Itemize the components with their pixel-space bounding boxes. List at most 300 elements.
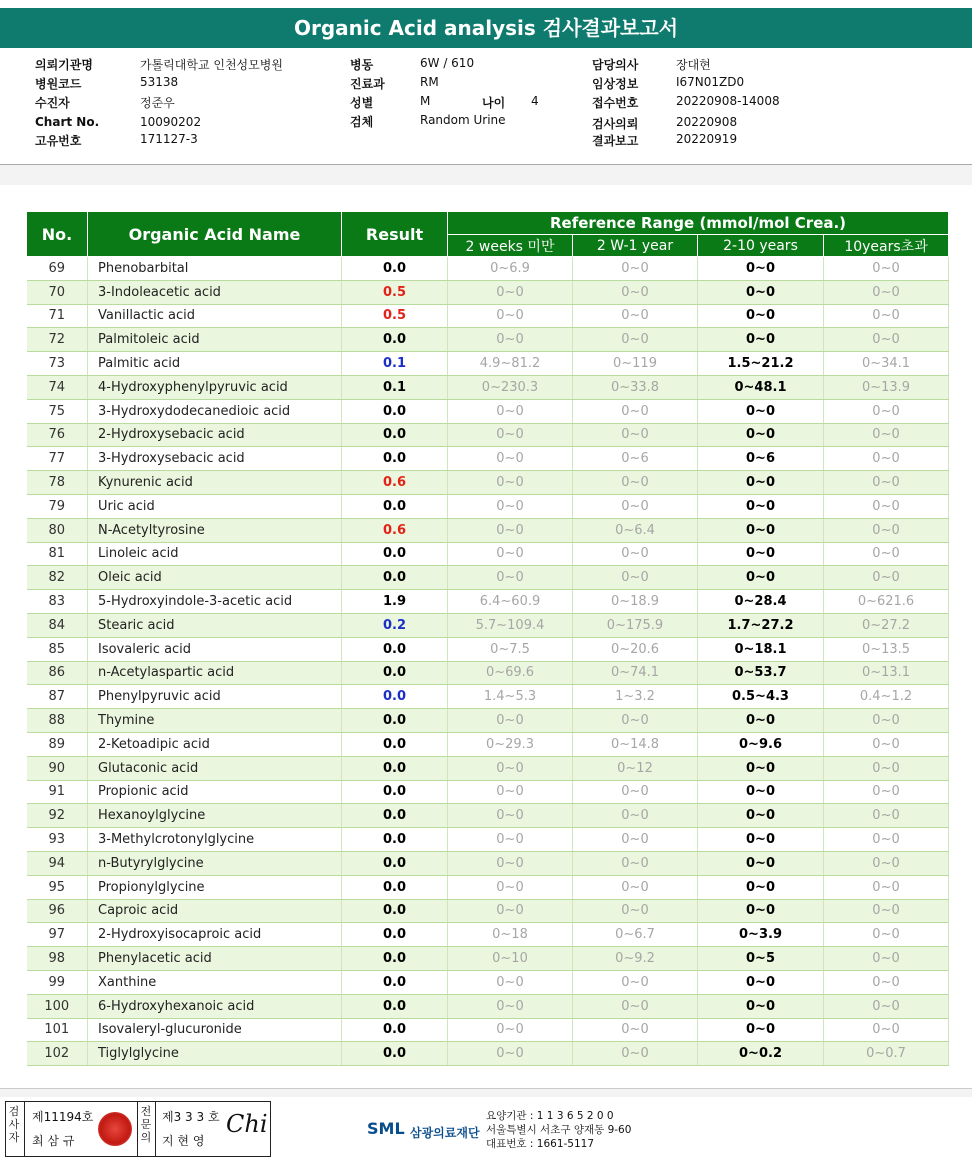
value-report-date: 20220919 (676, 132, 738, 146)
label-ward: 병동 (350, 58, 374, 72)
range-10y-plus: 0~0 (824, 494, 949, 518)
range-10y-plus: 0~0 (824, 899, 949, 923)
acid-name: 3-Methylcrotonylglycine (88, 828, 342, 852)
acid-name: 3-Hydroxydodecanedioic acid (88, 399, 342, 423)
row-number: 78 (27, 471, 88, 495)
acid-name: Caproic acid (88, 899, 342, 923)
acid-name: 2-Ketoadipic acid (88, 732, 342, 756)
row-number: 99 (27, 970, 88, 994)
range-2w-1y: 0~0 (573, 970, 698, 994)
row-number: 81 (27, 542, 88, 566)
range-2w-1y: 0~0 (573, 1042, 698, 1066)
label-request-date: 검사의뢰 (592, 117, 639, 131)
range-10y-plus: 0~0 (824, 994, 949, 1018)
acid-name: 2-Hydroxyisocaproic acid (88, 923, 342, 947)
range-2w-1y: 0~0 (573, 257, 698, 281)
table-row (27, 732, 949, 756)
range-10y-plus: 0~0 (824, 304, 949, 328)
range-2weeks: 0~6.9 (448, 257, 573, 281)
signer1-license: 제11194호 (32, 1110, 94, 1124)
range-2w-1y: 0~33.8 (573, 375, 698, 399)
table-row (27, 851, 949, 875)
signer1-role: 검사자 (8, 1105, 20, 1144)
result-value: 0.0 (342, 756, 448, 780)
value-unique-no: 171127-3 (140, 132, 198, 146)
range-2weeks: 0~0 (448, 280, 573, 304)
acid-name: n-Butyrylglycine (88, 851, 342, 875)
label-chart-no: Chart No. (35, 115, 100, 129)
table-row (27, 780, 949, 804)
row-number: 93 (27, 828, 88, 852)
header-range-2weeks: 2 weeks 미만 (448, 235, 573, 257)
row-number: 69 (27, 257, 88, 281)
row-number: 100 (27, 994, 88, 1018)
acid-name: Stearic acid (88, 613, 342, 637)
value-patient: 정준우 (140, 96, 175, 110)
range-10y-plus: 0~34.1 (824, 352, 949, 376)
range-10y-plus: 0~0.7 (824, 1042, 949, 1066)
range-2weeks: 0~0 (448, 447, 573, 471)
label-department: 진료과 (350, 77, 385, 91)
header-range-2-10y: 2-10 years (698, 235, 824, 257)
range-10y-plus: 0~0 (824, 756, 949, 780)
range-2-10y: 0~3.9 (698, 923, 824, 947)
range-2w-1y: 0~74.1 (573, 661, 698, 685)
acid-name: 2-Hydroxysebacic acid (88, 423, 342, 447)
report-title: Organic Acid analysis 검사결과보고서 (0, 8, 972, 48)
row-number: 84 (27, 613, 88, 637)
value-specimen: Random Urine (420, 113, 506, 127)
range-2w-1y: 0~0 (573, 399, 698, 423)
range-10y-plus: 0~0 (824, 947, 949, 971)
acid-name: 6-Hydroxyhexanoic acid (88, 994, 342, 1018)
table-row (27, 494, 949, 518)
row-number: 71 (27, 304, 88, 328)
range-2w-1y: 0~6.4 (573, 518, 698, 542)
row-number: 102 (27, 1042, 88, 1066)
range-2weeks: 0~0 (448, 994, 573, 1018)
row-number: 97 (27, 923, 88, 947)
label-clinical-info: 임상정보 (592, 77, 639, 91)
range-2-10y: 0~0 (698, 304, 824, 328)
acid-name: Propionic acid (88, 780, 342, 804)
row-number: 96 (27, 899, 88, 923)
range-2weeks: 0~0 (448, 828, 573, 852)
range-10y-plus: 0~0 (824, 447, 949, 471)
range-2-10y: 0~0 (698, 542, 824, 566)
range-2weeks: 0~0 (448, 1042, 573, 1066)
table-row (27, 304, 949, 328)
patient-info (0, 50, 972, 165)
range-10y-plus: 0~0 (824, 280, 949, 304)
range-10y-plus: 0~0 (824, 851, 949, 875)
acid-name: Isovaleryl-glucuronide (88, 1018, 342, 1042)
range-10y-plus: 0.4~1.2 (824, 685, 949, 709)
row-number: 91 (27, 780, 88, 804)
range-2weeks: 0~0 (448, 709, 573, 733)
result-value: 0.0 (342, 851, 448, 875)
range-2w-1y: 0~12 (573, 756, 698, 780)
result-value: 0.0 (342, 875, 448, 899)
result-value: 0.6 (342, 518, 448, 542)
row-number: 82 (27, 566, 88, 590)
signer1-name: 최 삼 규 (32, 1134, 75, 1148)
acid-name: Uric acid (88, 494, 342, 518)
table-row (27, 661, 949, 685)
range-2w-1y: 0~0 (573, 994, 698, 1018)
table-row (27, 423, 949, 447)
range-10y-plus: 0~0 (824, 709, 949, 733)
signature-box (5, 1101, 271, 1157)
result-value: 0.5 (342, 304, 448, 328)
table-row (27, 804, 949, 828)
range-2w-1y: 0~175.9 (573, 613, 698, 637)
range-10y-plus: 0~0 (824, 804, 949, 828)
range-2w-1y: 0~0 (573, 494, 698, 518)
label-age: 나이 (482, 96, 506, 110)
range-2weeks: 0~0 (448, 1018, 573, 1042)
table-row (27, 923, 949, 947)
result-value: 0.0 (342, 1042, 448, 1066)
result-value: 0.1 (342, 375, 448, 399)
acid-name: N-Acetyltyrosine (88, 518, 342, 542)
range-2-10y: 1.7~27.2 (698, 613, 824, 637)
range-2-10y: 0~5 (698, 947, 824, 971)
range-2weeks: 0~0 (448, 542, 573, 566)
range-2w-1y: 0~0 (573, 471, 698, 495)
range-2w-1y: 0~0 (573, 1018, 698, 1042)
table-row (27, 280, 949, 304)
header-reference-range: Reference Range (mmol/mol Crea.) (448, 212, 949, 235)
range-10y-plus: 0~0 (824, 328, 949, 352)
result-value: 0.0 (342, 257, 448, 281)
range-2w-1y: 0~0 (573, 780, 698, 804)
acid-name: Palmitic acid (88, 352, 342, 376)
table-row (27, 566, 949, 590)
range-2w-1y: 0~18.9 (573, 590, 698, 614)
acid-name: Tiglylglycine (88, 1042, 342, 1066)
acid-name: Thymine (88, 709, 342, 733)
result-value: 0.0 (342, 447, 448, 471)
acid-name: 3-Hydroxysebacic acid (88, 447, 342, 471)
row-number: 86 (27, 661, 88, 685)
range-2weeks: 0~0 (448, 494, 573, 518)
result-value: 0.1 (342, 352, 448, 376)
lab-phone: 대표번호 : 1661-5117 (486, 1138, 595, 1150)
row-number: 75 (27, 399, 88, 423)
range-10y-plus: 0~13.1 (824, 661, 949, 685)
acid-name: 3-Indoleacetic acid (88, 280, 342, 304)
report-footer (0, 1088, 972, 1166)
row-number: 90 (27, 756, 88, 780)
acid-name: Propionylglycine (88, 875, 342, 899)
row-number: 73 (27, 352, 88, 376)
table-row (27, 685, 949, 709)
table-row (27, 756, 949, 780)
range-2weeks: 0~0 (448, 423, 573, 447)
acid-name: Oleic acid (88, 566, 342, 590)
range-2weeks: 0~0 (448, 970, 573, 994)
range-10y-plus: 0~621.6 (824, 590, 949, 614)
row-number: 70 (27, 280, 88, 304)
range-2-10y: 0~0 (698, 471, 824, 495)
table-row (27, 542, 949, 566)
acid-name: 5-Hydroxyindole-3-acetic acid (88, 590, 342, 614)
result-value: 0.0 (342, 732, 448, 756)
range-2weeks: 0~0 (448, 328, 573, 352)
label-patient: 수진자 (35, 96, 70, 110)
acid-name: Phenobarbital (88, 257, 342, 281)
table-row (27, 875, 949, 899)
lab-contact (486, 1109, 631, 1151)
table-row (27, 899, 949, 923)
value-age: 4 (531, 94, 539, 108)
acid-name: n-Acetylaspartic acid (88, 661, 342, 685)
label-hospital-code: 병원코드 (35, 77, 82, 91)
foundation-name: 삼광의료재단 (410, 1126, 480, 1140)
range-2weeks: 0~0 (448, 471, 573, 495)
row-number: 95 (27, 875, 88, 899)
range-2-10y: 0~0 (698, 257, 824, 281)
value-chart-no: 10090202 (140, 115, 202, 129)
row-number: 80 (27, 518, 88, 542)
range-2weeks: 0~0 (448, 780, 573, 804)
range-10y-plus: 0~0 (824, 875, 949, 899)
result-value: 0.0 (342, 423, 448, 447)
table-row (27, 518, 949, 542)
range-2w-1y: 0~0 (573, 875, 698, 899)
range-2-10y: 0~0 (698, 328, 824, 352)
result-value: 0.6 (342, 471, 448, 495)
results-table (26, 211, 949, 1066)
value-ward: 6W / 610 (420, 56, 475, 70)
signature: Chi (226, 1110, 268, 1138)
range-2weeks: 5.7~109.4 (448, 613, 573, 637)
table-row (27, 1018, 949, 1042)
range-10y-plus: 0~13.9 (824, 375, 949, 399)
range-2-10y: 0~18.1 (698, 637, 824, 661)
value-department: RM (420, 75, 439, 89)
range-2weeks: 0~0 (448, 518, 573, 542)
acid-name: Palmitoleic acid (88, 328, 342, 352)
range-2weeks: 0~0 (448, 399, 573, 423)
row-number: 92 (27, 804, 88, 828)
table-row (27, 994, 949, 1018)
table-row (27, 352, 949, 376)
row-number: 87 (27, 685, 88, 709)
range-2weeks: 0~0 (448, 851, 573, 875)
range-2weeks: 0~0 (448, 804, 573, 828)
range-2w-1y: 0~0 (573, 304, 698, 328)
result-value: 0.0 (342, 637, 448, 661)
range-10y-plus: 0~0 (824, 732, 949, 756)
range-2weeks: 0~0 (448, 756, 573, 780)
header-result: Result (342, 212, 448, 257)
range-10y-plus: 0~0 (824, 542, 949, 566)
table-row (27, 947, 949, 971)
result-value: 0.0 (342, 566, 448, 590)
sml-logo: SML (367, 1119, 405, 1138)
range-2-10y: 0~0 (698, 804, 824, 828)
range-2-10y: 0~0 (698, 994, 824, 1018)
signer2-license: 제3 3 3 호 (162, 1110, 220, 1124)
row-number: 74 (27, 375, 88, 399)
range-2w-1y: 0~6 (573, 447, 698, 471)
range-2w-1y: 1~3.2 (573, 685, 698, 709)
range-2weeks: 1.4~5.3 (448, 685, 573, 709)
range-2-10y: 0~0 (698, 709, 824, 733)
range-2-10y: 0~0 (698, 399, 824, 423)
range-2-10y: 0~0 (698, 851, 824, 875)
range-2-10y: 0~0 (698, 423, 824, 447)
range-2w-1y: 0~0 (573, 804, 698, 828)
table-row (27, 399, 949, 423)
range-10y-plus: 0~0 (824, 828, 949, 852)
table-row (27, 328, 949, 352)
acid-name: Isovaleric acid (88, 637, 342, 661)
row-number: 94 (27, 851, 88, 875)
table-row (27, 471, 949, 495)
range-2w-1y: 0~14.8 (573, 732, 698, 756)
label-doctor: 담당의사 (592, 58, 639, 72)
result-value: 1.9 (342, 590, 448, 614)
result-value: 0.0 (342, 399, 448, 423)
range-2weeks: 0~7.5 (448, 637, 573, 661)
range-2weeks: 4.9~81.2 (448, 352, 573, 376)
range-2weeks: 0~0 (448, 304, 573, 328)
range-2-10y: 0~0.2 (698, 1042, 824, 1066)
result-value: 0.0 (342, 685, 448, 709)
header-name: Organic Acid Name (88, 212, 342, 257)
acid-name: Phenylpyruvic acid (88, 685, 342, 709)
label-receipt-no: 접수번호 (592, 96, 639, 110)
range-2-10y: 0~53.7 (698, 661, 824, 685)
lab-address: 서울특별시 서초구 양재동 9-60 (486, 1124, 632, 1136)
range-10y-plus: 0~0 (824, 257, 949, 281)
range-2w-1y: 0~6.7 (573, 923, 698, 947)
range-10y-plus: 0~0 (824, 923, 949, 947)
range-10y-plus: 0~0 (824, 780, 949, 804)
result-value: 0.2 (342, 613, 448, 637)
result-value: 0.0 (342, 542, 448, 566)
range-2w-1y: 0~0 (573, 280, 698, 304)
table-row (27, 828, 949, 852)
table-row (27, 447, 949, 471)
range-2-10y: 0~0 (698, 780, 824, 804)
header-range-10y-plus: 10years초과 (824, 235, 949, 257)
range-2w-1y: 0~9.2 (573, 947, 698, 971)
range-2w-1y: 0~0 (573, 851, 698, 875)
result-value: 0.0 (342, 709, 448, 733)
row-number: 76 (27, 423, 88, 447)
range-2w-1y: 0~20.6 (573, 637, 698, 661)
label-unique-no: 고유번호 (35, 134, 82, 148)
label-specimen: 검체 (350, 115, 374, 129)
table-row (27, 970, 949, 994)
range-2w-1y: 0~0 (573, 542, 698, 566)
row-number: 72 (27, 328, 88, 352)
range-10y-plus: 0~13.5 (824, 637, 949, 661)
acid-name: 4-Hydroxyphenylpyruvic acid (88, 375, 342, 399)
value-request-date: 20220908 (676, 115, 738, 129)
range-10y-plus: 0~0 (824, 471, 949, 495)
result-value: 0.0 (342, 970, 448, 994)
value-clinical-info: I67N01ZD0 (676, 75, 745, 89)
table-row (27, 613, 949, 637)
signer2-role: 전문의 (140, 1105, 152, 1144)
section-divider (0, 165, 972, 185)
range-2weeks: 0~0 (448, 899, 573, 923)
row-number: 88 (27, 709, 88, 733)
row-number: 83 (27, 590, 88, 614)
range-2w-1y: 0~0 (573, 566, 698, 590)
range-2weeks: 6.4~60.9 (448, 590, 573, 614)
range-2weeks: 0~18 (448, 923, 573, 947)
range-2-10y: 0~9.6 (698, 732, 824, 756)
result-value: 0.0 (342, 1018, 448, 1042)
result-value: 0.0 (342, 828, 448, 852)
range-2-10y: 0~0 (698, 280, 824, 304)
range-10y-plus: 0~0 (824, 399, 949, 423)
label-sex: 성별 (350, 96, 374, 110)
result-value: 0.0 (342, 804, 448, 828)
range-2-10y: 0~28.4 (698, 590, 824, 614)
result-value: 0.0 (342, 780, 448, 804)
result-value: 0.0 (342, 328, 448, 352)
acid-name: Linoleic acid (88, 542, 342, 566)
value-receipt-no: 20220908-14008 (676, 94, 780, 108)
facility-number: 요양기관 : 1 1 3 6 5 2 0 0 (486, 1110, 614, 1122)
range-2-10y: 0~0 (698, 899, 824, 923)
table-row (27, 637, 949, 661)
row-number: 85 (27, 637, 88, 661)
table-row (27, 709, 949, 733)
range-2-10y: 0~0 (698, 828, 824, 852)
result-value: 0.0 (342, 947, 448, 971)
result-value: 0.0 (342, 923, 448, 947)
range-2weeks: 0~29.3 (448, 732, 573, 756)
range-2-10y: 0~0 (698, 1018, 824, 1042)
signer2-name: 지 현 영 (162, 1134, 205, 1148)
range-10y-plus: 0~0 (824, 518, 949, 542)
range-2-10y: 0~0 (698, 756, 824, 780)
acid-name: Vanillactic acid (88, 304, 342, 328)
range-2-10y: 0.5~4.3 (698, 685, 824, 709)
range-2w-1y: 0~0 (573, 828, 698, 852)
range-2w-1y: 0~0 (573, 899, 698, 923)
result-value: 0.0 (342, 994, 448, 1018)
range-2weeks: 0~10 (448, 947, 573, 971)
result-value: 0.0 (342, 661, 448, 685)
range-10y-plus: 0~0 (824, 1018, 949, 1042)
range-2weeks: 0~69.6 (448, 661, 573, 685)
range-10y-plus: 0~27.2 (824, 613, 949, 637)
row-number: 89 (27, 732, 88, 756)
acid-name: Kynurenic acid (88, 471, 342, 495)
result-value: 0.0 (342, 899, 448, 923)
range-2-10y: 1.5~21.2 (698, 352, 824, 376)
range-2w-1y: 0~0 (573, 709, 698, 733)
header-range-2w-1y: 2 W-1 year (573, 235, 698, 257)
official-seal-icon (98, 1112, 132, 1146)
acid-name: Phenylacetic acid (88, 947, 342, 971)
range-10y-plus: 0~0 (824, 970, 949, 994)
acid-name: Hexanoylglycine (88, 804, 342, 828)
range-2-10y: 0~0 (698, 566, 824, 590)
range-2weeks: 0~230.3 (448, 375, 573, 399)
range-10y-plus: 0~0 (824, 423, 949, 447)
range-2w-1y: 0~0 (573, 423, 698, 447)
